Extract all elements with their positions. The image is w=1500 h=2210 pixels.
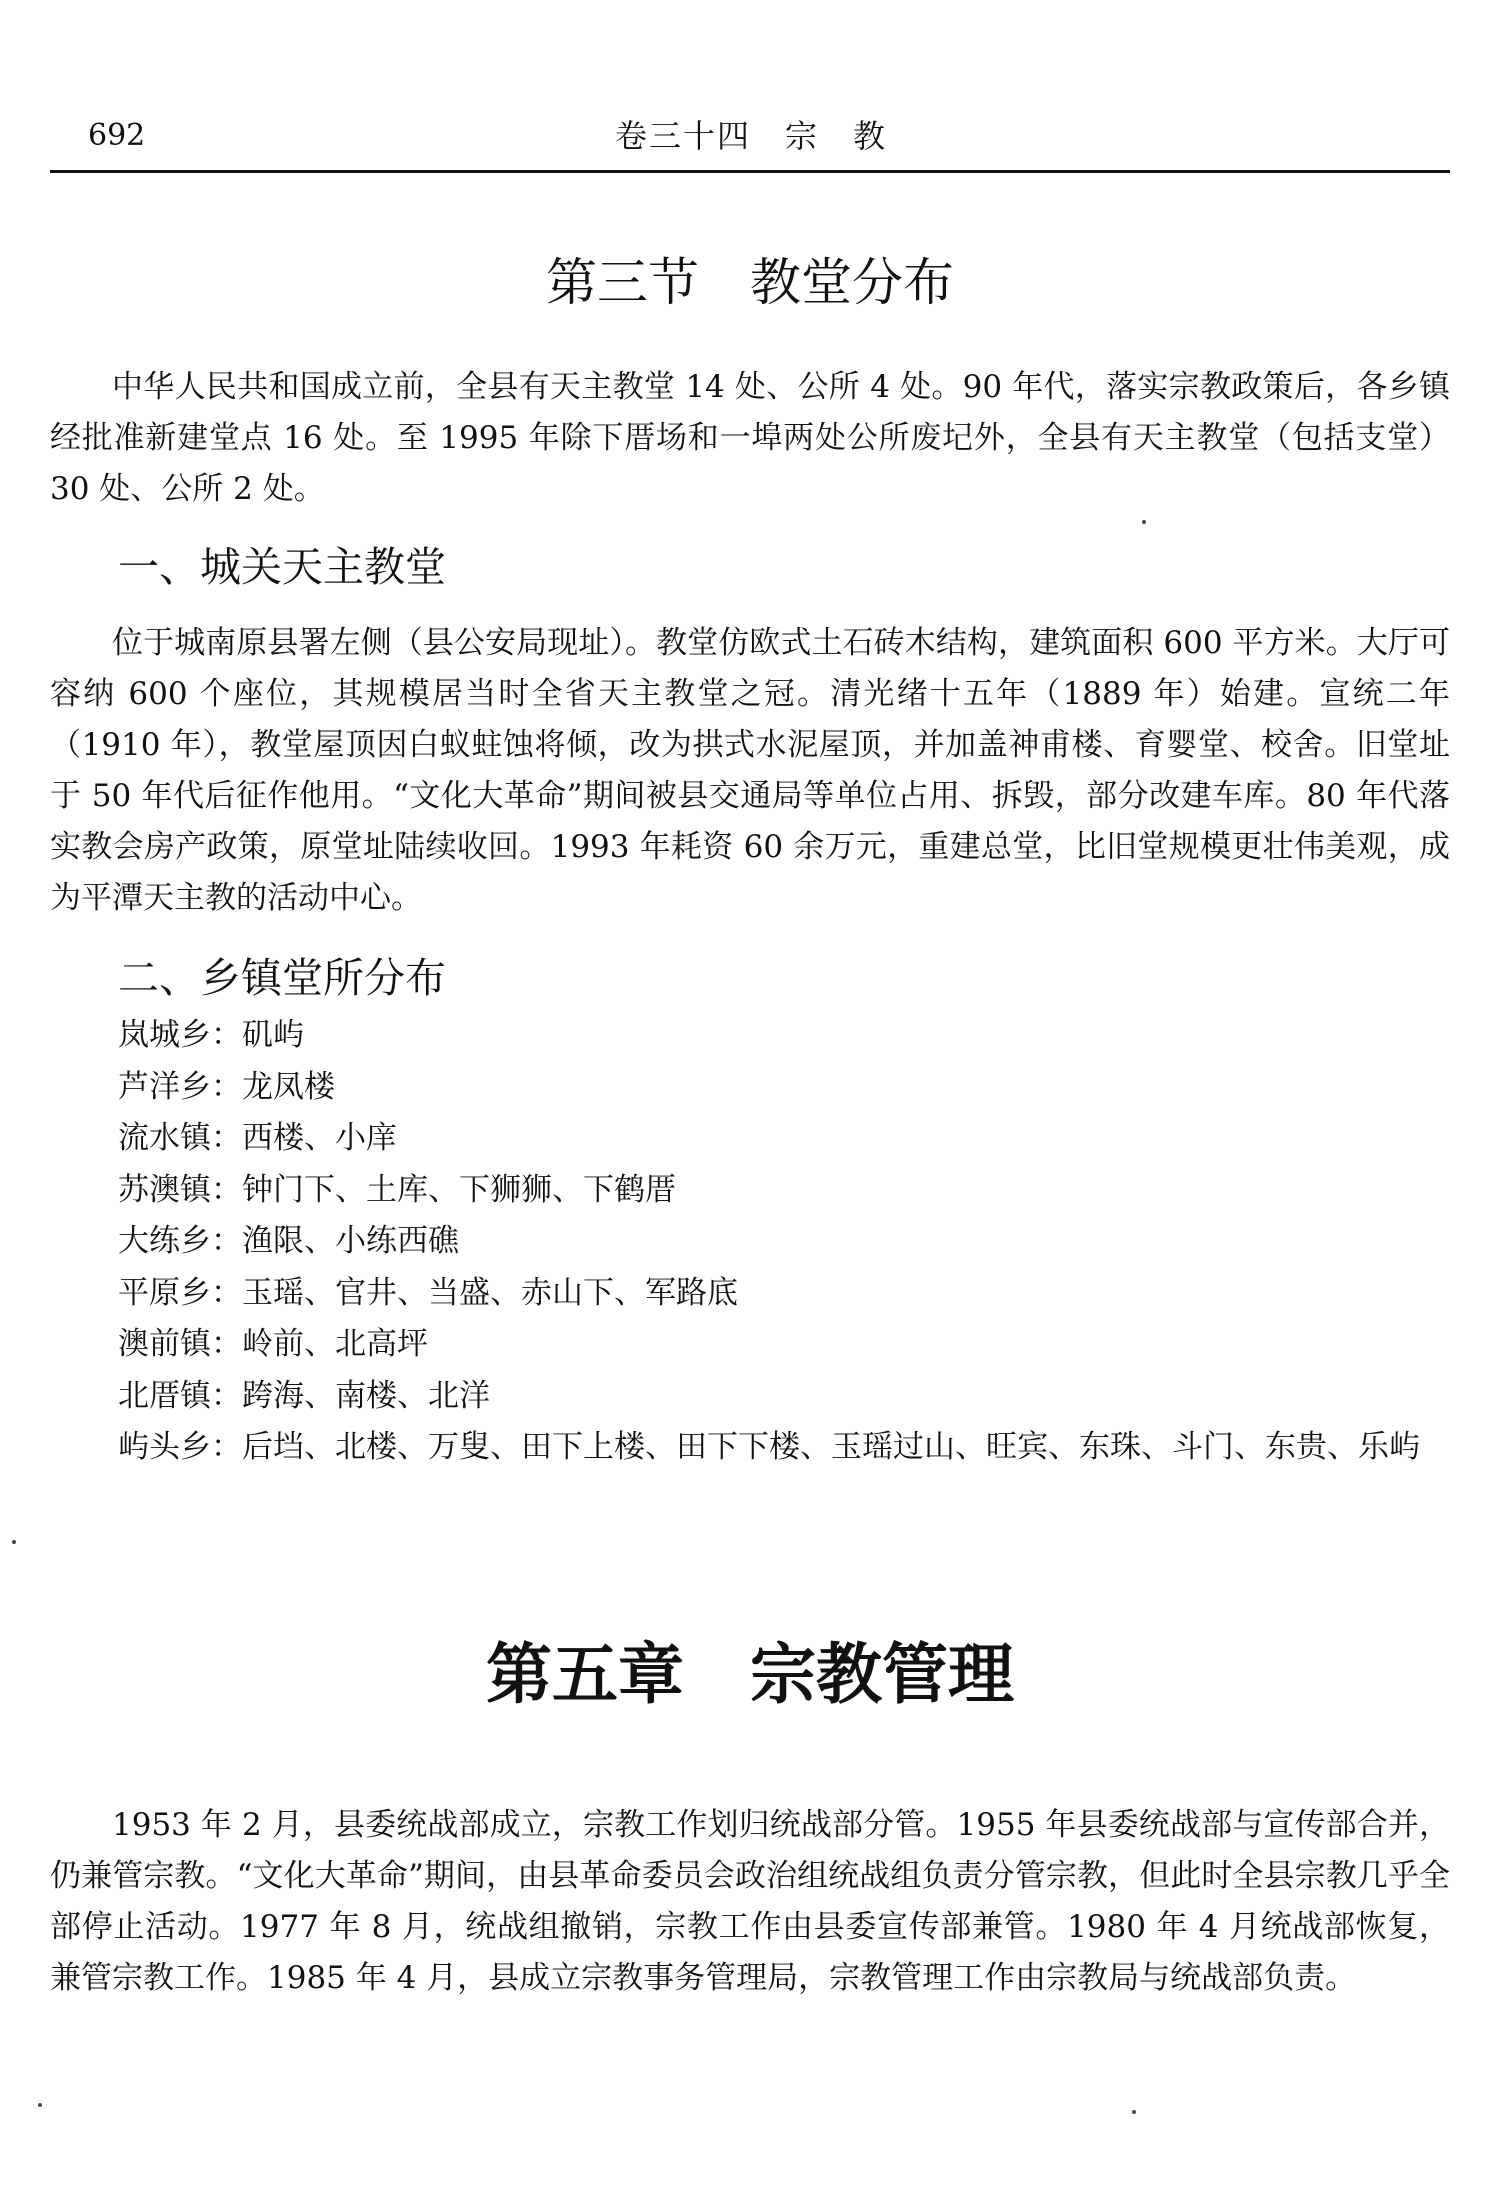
list-item: 平原乡：玉瑶、官井、当盛、赤山下、军路底 [118,1274,738,1311]
subsection-heading-township-churches: 二、乡镇堂所分布 [118,954,446,1002]
list-item: 流水镇：西楼、小庠 [118,1120,397,1156]
list-item: 大练乡：渔限、小练西礁 [118,1223,459,1259]
section-title: 第三节 教堂分布 [545,254,954,313]
list-item: 苏澳镇：钟门下、土库、下狮狮、下鹤厝 [118,1171,676,1208]
township-church-list [50,1010,1450,1474]
subsection-heading-cathedral: 一、城关天主教堂 [118,543,446,591]
list-item: 澳前镇：岭前、北高坪 [118,1326,428,1362]
list-item: 岚城乡：矶屿 [118,1017,304,1053]
list-item: 北厝镇：跨海、南楼、北洋 [118,1377,490,1414]
scan-speck [38,2103,42,2107]
list-item: 屿头乡：后垱、北楼、万叟、田下上楼、田下下楼、玉瑶过山、旺宾、东珠、斗门、东贵、乐屿 [118,1429,1420,1465]
scan-speck [12,1540,16,1544]
page-number: 692 [88,118,146,153]
chapter-title: 第五章 宗教管理 [486,1636,1014,1713]
header-rule [50,170,1450,173]
scan-speck [1142,520,1146,524]
running-head: 卷三十四 宗 教 [615,117,888,155]
section-intro-paragraph: 中华人民共和国成立前，全县有天主教堂 14 处、公所 4 处。90 年代，落实宗教政策后，各乡镇经批准新建堂点 16 处。至 1995 年除下厝场和一埠两处公所废圮外，全县有天主教堂（包括支堂）30 处、公所 2 处。 [50,369,1450,507]
scan-speck [1132,2110,1136,2114]
page-header [50,112,1450,160]
list-item: 芦洋乡：龙凤楼 [118,1068,335,1105]
chapter-paragraph: 1953 年 2 月，县委统战部成立，宗教工作划归统战部分管。1955 年县委统战部与宣传部合并，仍兼管宗教。“文化大革命”期间，由县革命委员会政治组统战组负责分管宗教，但此时全县宗教几乎全部停止活动。1977 年 8 月，统战组撤销，宗教工作由县委宣传部兼管。1980 年 4 月统战部恢复，兼管宗教工作。1985 年 4 月，县成立宗教事务管理局，宗教管理工作由宗教局与统战部负责。 [50,1807,1450,1996]
cathedral-paragraph: 位于城南原县署左侧（县公安局现址）。教堂仿欧式土石砖木结构，建筑面积 600 平方米。大厅可容纳 600 个座位，其规模居当时全省天主教堂之冠。清光绪十五年（1889 年）始建。宣统二年（1910 年），教堂屋顶因白蚁蛀蚀将倾，改为拱式水泥屋顶，并加盖神甫楼、育婴堂、校舍。旧堂址于 50 年代后征作他用。“文化大革命”期间被县交通局等单位占用、拆毁，部分改建车库。80 年代落实教会房产政策，原堂址陆续收回。1993 年耗资 60 余万元，重建总堂，比旧堂规模更壮伟美观，成为平潭天主教的活动中心。 [50,625,1450,916]
